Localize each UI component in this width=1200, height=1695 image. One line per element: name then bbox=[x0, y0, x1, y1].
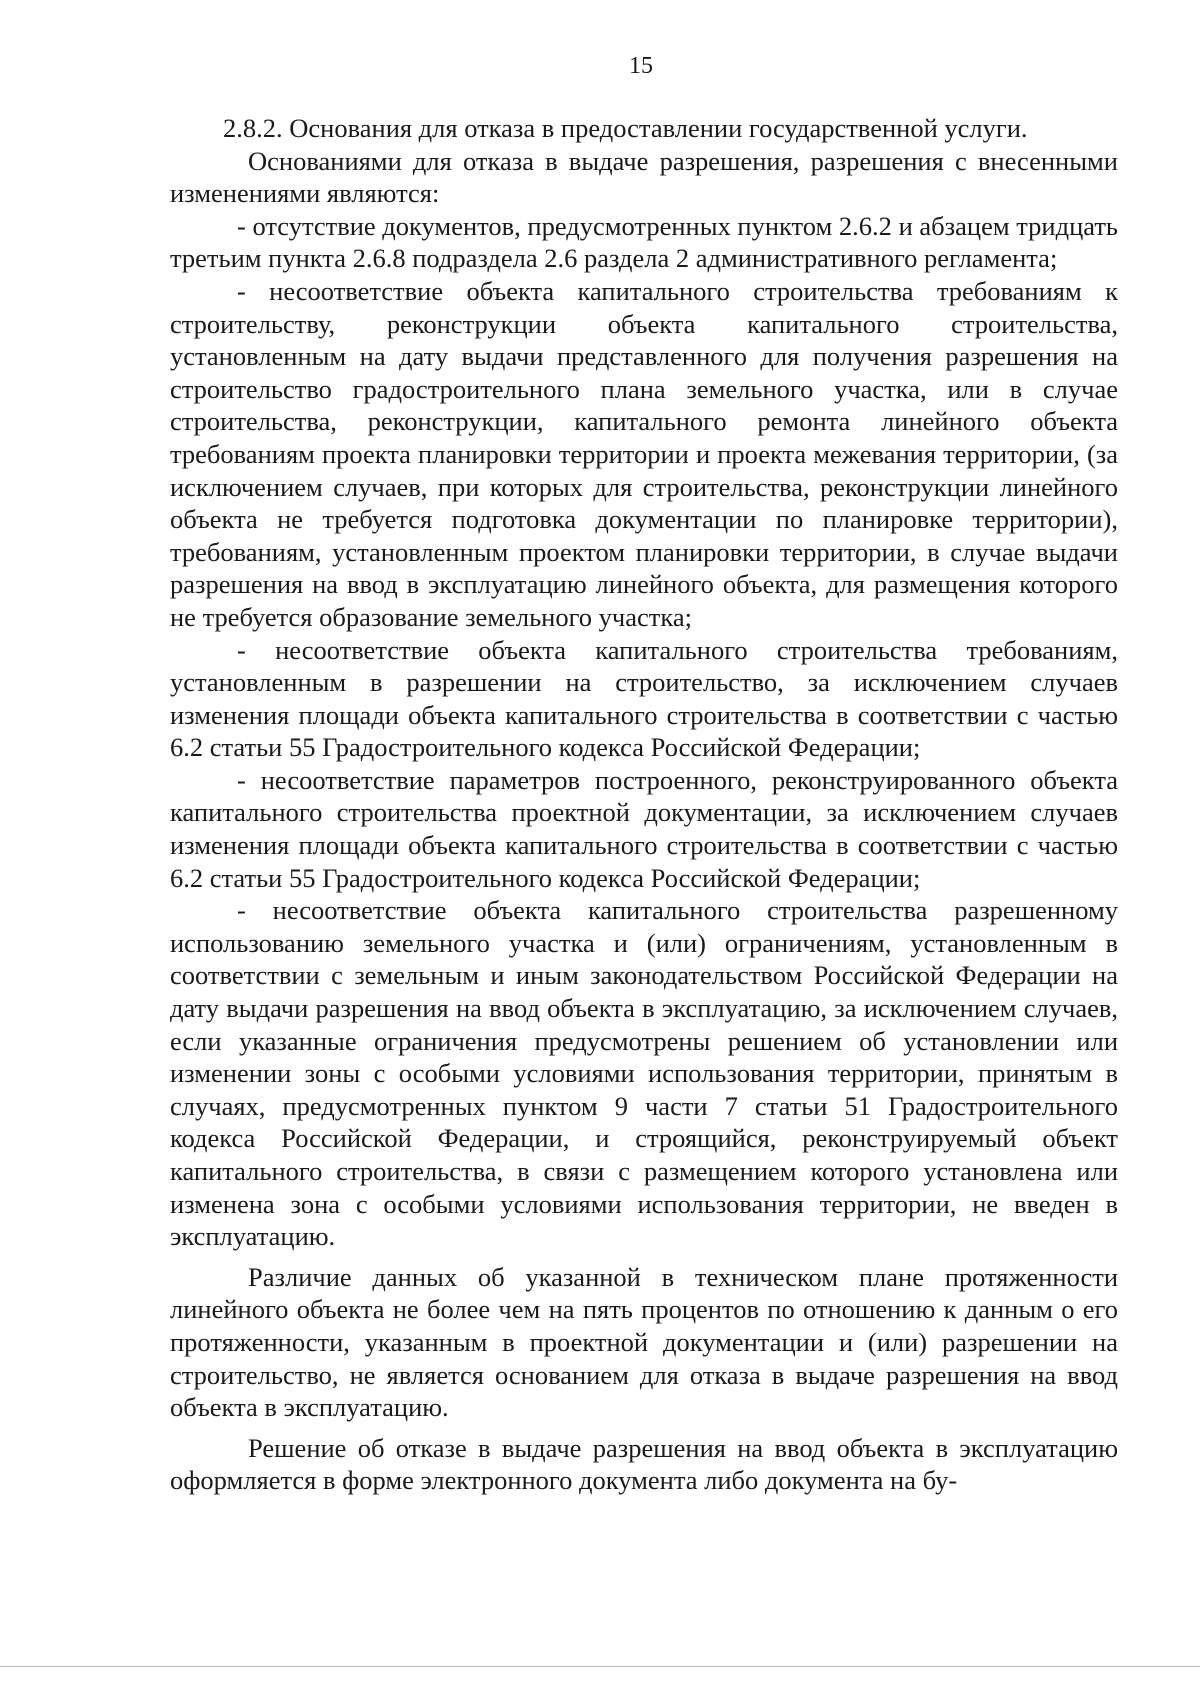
list-item: - отсутствие документов, предусмотренных пунктом 2.6.2 и абзацем тридцать третьим пункта 2.6.8 подраздела 2.6 раздела 2 административного регламента; bbox=[170, 210, 1118, 274]
list-item: - несоответствие объекта капитального строительства требованиям, установленным в разрешении на строительство, за исключением случаев изменения площади объекта капитального строительства в соответствии с частью 6.2 статьи 55 Градостроительного кодекса Российской Федерации; bbox=[170, 634, 1118, 763]
document-body bbox=[170, 112, 1118, 1497]
page-number: 15 bbox=[629, 53, 653, 79]
intro-paragraph: Основаниями для отказа в выдаче разрешения, разрешения с внесенными изменениями являются: bbox=[170, 145, 1118, 209]
difference-paragraph: Различие данных об указанной в техническом плане протяженности линейного объекта не более чем на пять процентов по отношению к данным о его протяженности, указанным в проектной документации и (или) разрешении на строительство, не является основанием для отказа в выдаче разрешения на ввод объекта в эксплуатацию. bbox=[170, 1261, 1118, 1423]
section-heading: 2.8.2. Основания для отказа в предоставлении государственной услуги. bbox=[223, 113, 1028, 143]
scan-edge-line bbox=[0, 1666, 1200, 1667]
decision-paragraph: Решение об отказе в выдаче разрешения на ввод объекта в эксплуатацию оформляется в форме электронного документа либо документа на бу- bbox=[170, 1432, 1118, 1496]
list-item: - несоответствие объекта капитального строительства требованиям к строительству, реконструкции объекта капитального строительства, установленным на дату выдачи представленного для получения разрешения на строительство градостроительного плана земельного участка, или в случае строительства, реконструкции, капитального ремонта линейного объекта требованиям проекта планировки территории и проекта межевания территории, (за исключением случаев, при которых для строительства, реконструкции линейного объекта не требуется подготовка документации по планировке территории), требованиям, установленным проектом планировки территории, в случае выдачи разрешения на ввод в эксплуатацию линейного объекта, для размещения которого не требуется образование земельного участка; bbox=[170, 275, 1118, 632]
list-item: - несоответствие объекта капитального строительства разрешенному использованию земельного участка и (или) ограничениям, установленным в соответствии с земельным и иным законодательством Российской Федерации на дату выдачи разрешения на ввод объекта в эксплуатацию, за исключением случаев, если указанные ограничения предусмотрены решением об установлении или изменении зоны с особыми условиями использования территории, принятым в случаях, предусмотренных пунктом 9 части 7 статьи 51 Градостроительного кодекса Российской Федерации, и строящийся, реконструируемый объект капитального строительства, в связи с размещением которого установлена или изменена зона с особыми условиями использования территории, не введен в эксплуатацию. bbox=[170, 895, 1118, 1252]
list-item: - несоответствие параметров построенного, реконструированного объекта капитального строительства проектной документации, за исключением случаев изменения площади объекта капитального строительства в соответствии с частью 6.2 статьи 55 Градостроительного кодекса Российской Федерации; bbox=[170, 764, 1118, 893]
